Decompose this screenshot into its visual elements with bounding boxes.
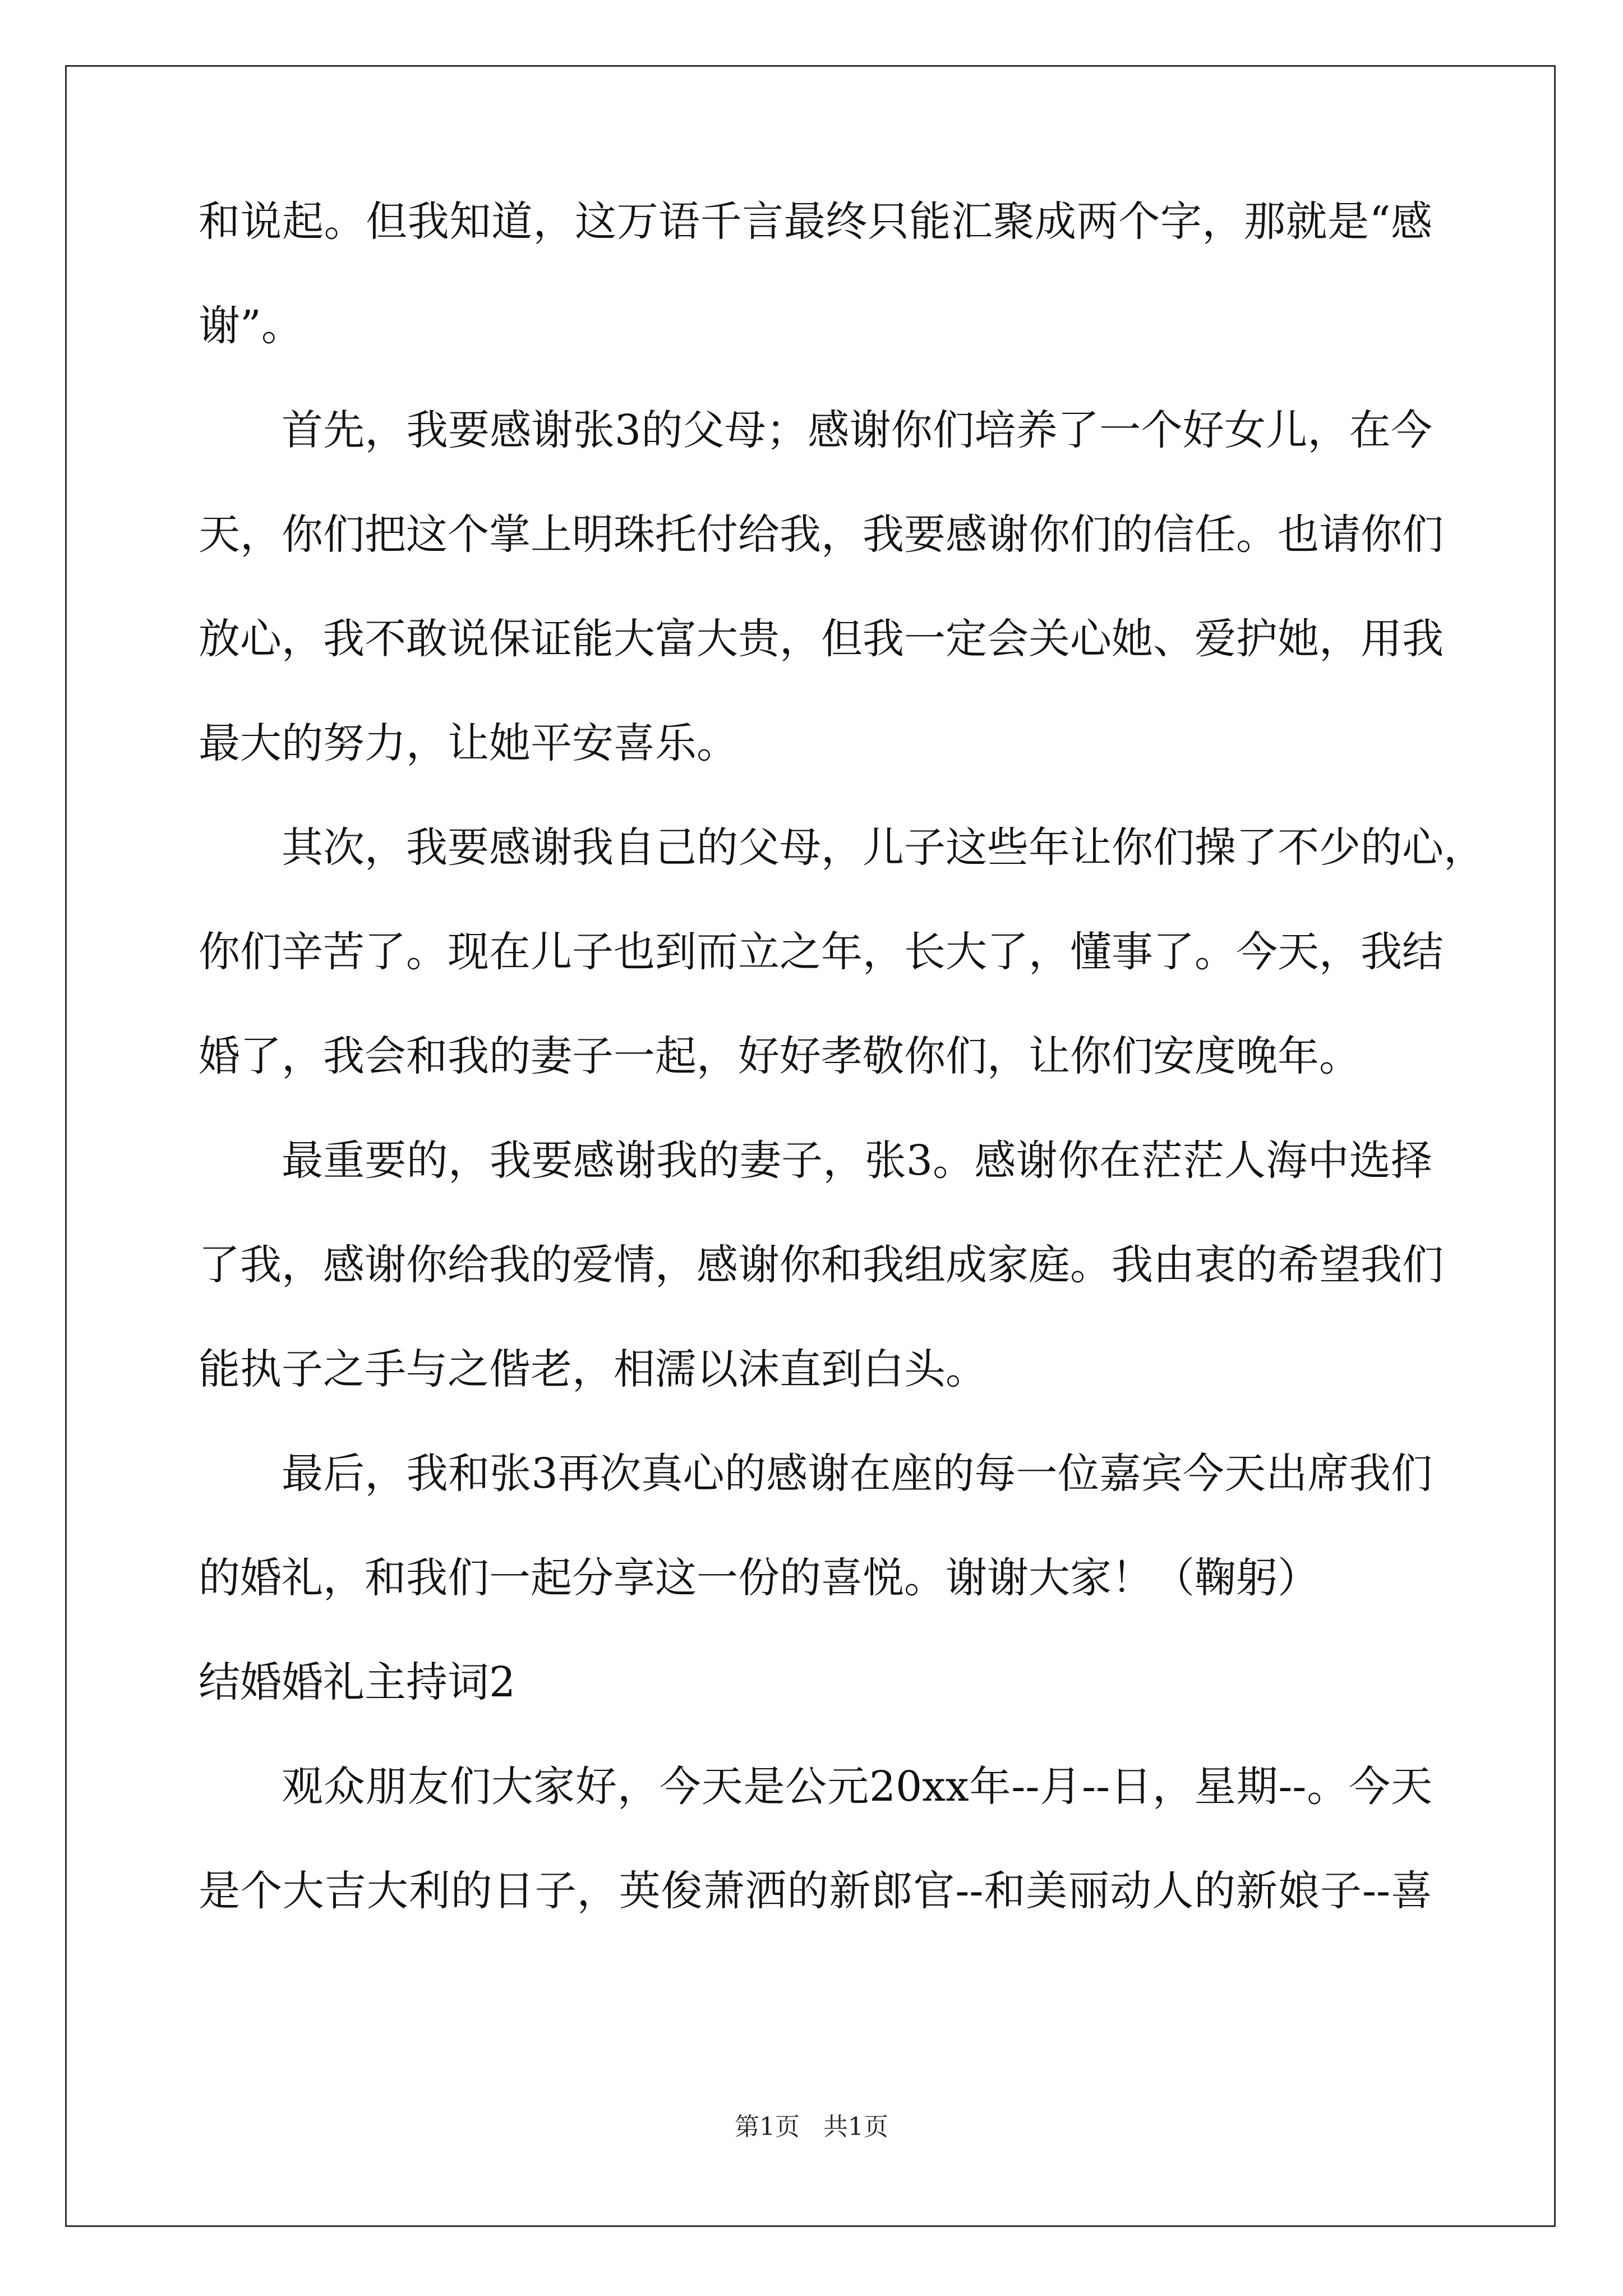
body-line: 的婚礼，和我们一起分享这一份的喜悦。谢谢大家！（鞠躬） <box>199 1554 1319 1602</box>
body-line: 最后，我和张3再次真心的感谢在座的每一位嘉宾今天出席我们 <box>282 1450 1432 1498</box>
body-line: 了我，感谢你给我的爱情，感谢你和我组成家庭。我由衷的希望我们 <box>199 1241 1444 1289</box>
page-number-current: 第1页 <box>735 2113 800 2141</box>
body-line: 首先，我要感谢张3的父母；感谢你们培养了一个好女儿，在今 <box>282 406 1432 454</box>
body-line: 谢”。 <box>199 302 303 350</box>
page-footer <box>0 2115 1623 2139</box>
body-line: 其次，我要感谢我自己的父母，儿子这些年让你们操了不少的心， <box>282 823 1485 872</box>
body-line: 婚了，我会和我的妻子一起，好好孝敬你们，让你们安度晚年。 <box>199 1032 1361 1080</box>
body-line: 你们辛苦了。现在儿子也到而立之年，长大了，懂事了。今天，我结 <box>199 928 1444 976</box>
body-line: 是个大吉大利的日子，英俊萧洒的新郎官--和美丽动人的新娘子--喜 <box>199 1867 1432 1915</box>
body-line: 放心，我不敢说保证能大富大贵，但我一定会关心她、爱护她，用我 <box>199 615 1444 663</box>
body-line: 和说起。但我知道，这万语千言最终只能汇聚成两个字，那就是“感 <box>199 197 1432 246</box>
body-line: 能执子之手与之偕老，相濡以沫直到白头。 <box>199 1345 987 1393</box>
section-heading: 结婚婚礼主持词2 <box>199 1658 516 1706</box>
body-line: 天，你们把这个掌上明珠托付给我，我要感谢你们的信任。也请你们 <box>199 510 1444 559</box>
body-line: 观众朋友们大家好，今天是公元20xx年--月--日，星期--。今天 <box>282 1763 1432 1811</box>
body-line: 最大的努力，让她平安喜乐。 <box>199 719 738 767</box>
page-number-total: 共1页 <box>823 2113 888 2141</box>
body-line: 最重要的，我要感谢我的妻子，张3。感谢你在茫茫人海中选择 <box>282 1137 1432 1185</box>
document-body <box>199 197 1485 1975</box>
